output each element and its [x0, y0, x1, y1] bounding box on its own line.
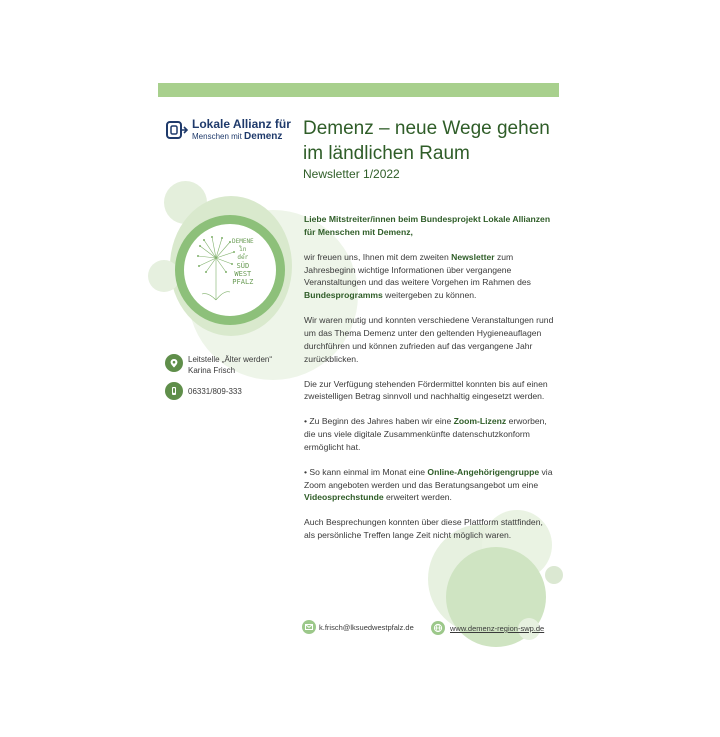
phone-icon	[165, 382, 183, 400]
email-link[interactable]: k.frisch@lksuedwestpfalz.de	[319, 623, 414, 632]
page-title: Demenz – neue Wege gehen im ländlichen Raum	[303, 118, 550, 164]
emblem-text: DEMENE in der SÜD WEST PFALZ	[232, 238, 254, 286]
alliance-logo	[166, 118, 291, 142]
deco-circle	[545, 566, 563, 584]
globe-icon	[431, 621, 445, 635]
location-icon	[165, 354, 183, 372]
greeting: Liebe Mitstreiter/innen beim Bundesprojekt Lokale Allianzen für Menschen mit Demenz,	[304, 214, 551, 237]
paragraph: Auch Besprechungen konnten über diese Plattform stattfinden, als persönliche Treffen lange Zeit nicht möglich waren.	[304, 517, 543, 541]
website-link[interactable]: www.demenz-region-swp.de	[450, 624, 545, 633]
top-accent-bar	[158, 83, 559, 97]
logo-title: Lokale Allianz für	[192, 117, 291, 131]
newsletter-subtitle: Newsletter 1/2022	[303, 167, 400, 181]
paragraph: • So kann einmal im Monat eine Online-Angehörigengruppe via Zoom angeboten werden und das Beratungsangebot um eine Videosprechstunde erweitert werden.	[304, 466, 553, 503]
alliance-logo-icon	[166, 120, 188, 140]
contact-office: Leitstelle „Älter werden“ Karina Frisch	[188, 355, 273, 375]
email-icon	[302, 620, 316, 634]
contact-phone[interactable]: 06331/809-333	[188, 387, 242, 396]
paragraph: Wir waren mutig und konnten verschiedene Veranstaltungen rund um das Thema Demenz unter den geltenden Hygieneauflagen durchführen und können zufrieden auf das vergangene Jahr zurückblicken.	[304, 315, 554, 364]
newsletter-body	[304, 213, 556, 554]
demenz-emblem	[175, 215, 285, 325]
paragraph: Die zur Verfügung stehenden Fördermittel konnten bis auf einen zweistelligen Betrag sinnvoll und nachhaltig eingesetzt werden.	[304, 378, 548, 402]
paragraph: • Zu Beginn des Jahres haben wir eine Zoom-Lizenz erworben, die uns viele digitale Zusammenkünfte datenschutzkonform ermöglicht hat.	[304, 416, 547, 452]
logo-subtitle: Menschen mit Demenz	[192, 131, 283, 142]
paragraph: wir freuen uns, Ihnen mit dem zweiten Newsletter zum Jahresbeginn wichtige Informationen über vergangene Veranstaltungen und das weitere Vorgehen im Rahmen des Bundesprogramms weitergeben zu können.	[304, 251, 531, 301]
